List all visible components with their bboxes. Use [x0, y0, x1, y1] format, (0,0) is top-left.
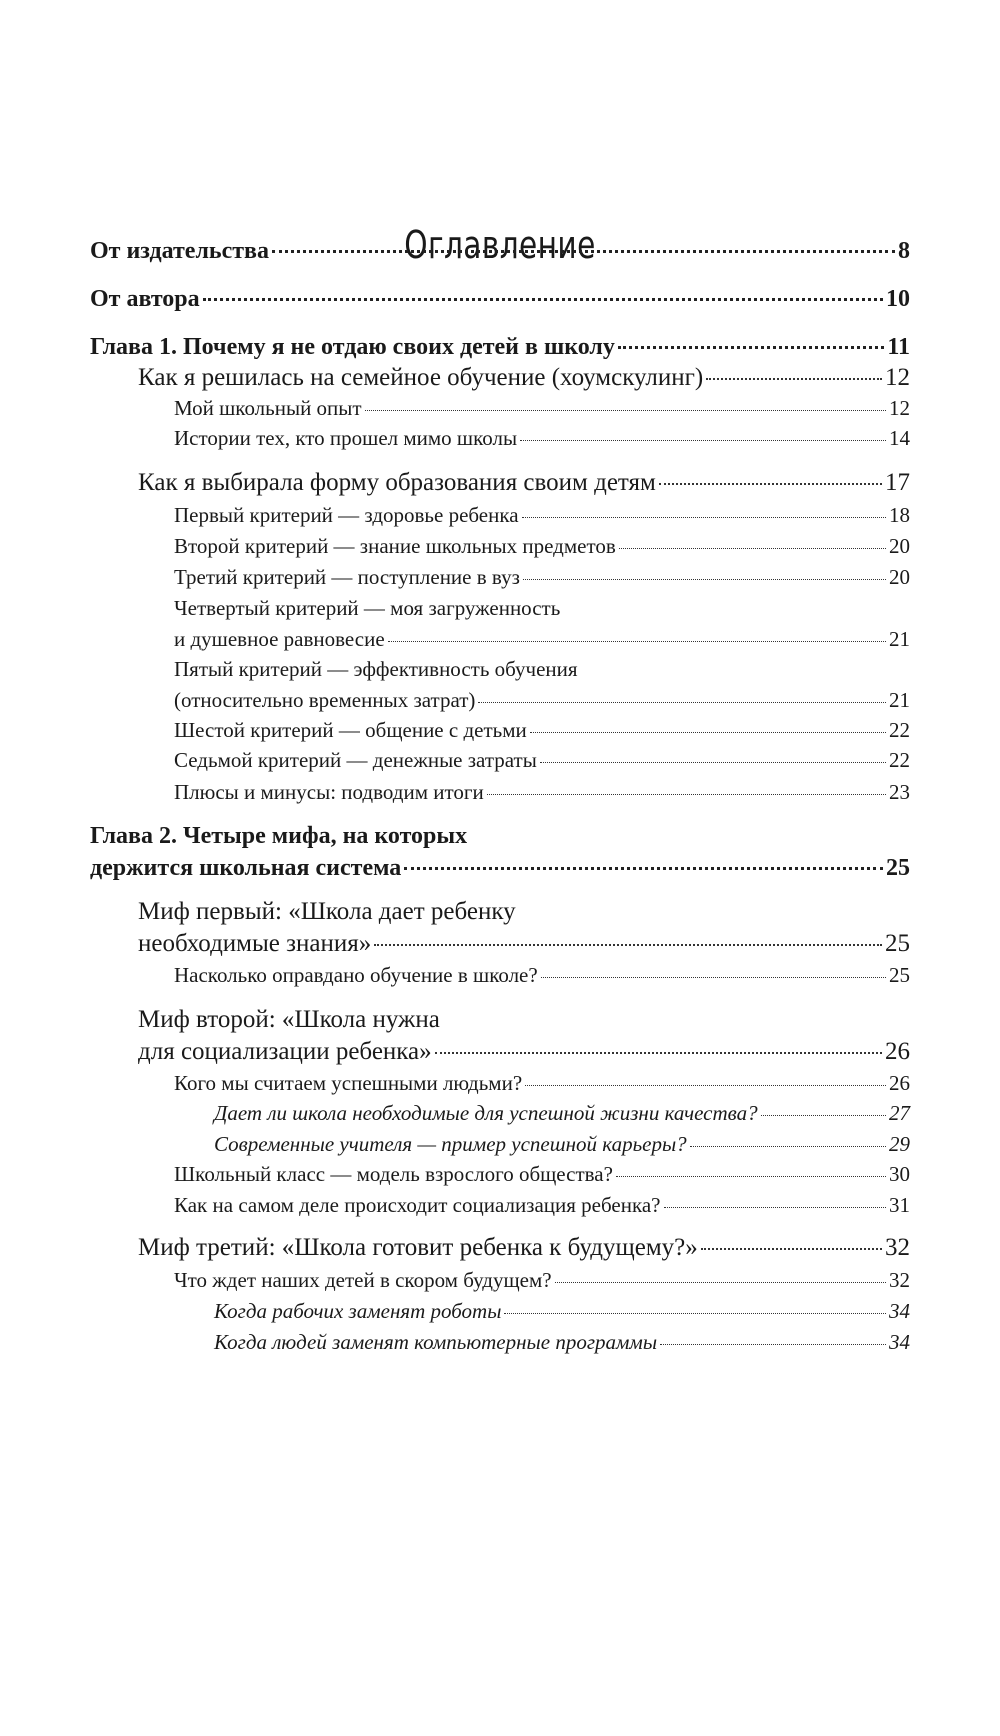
toc-entry-title: Как я решилась на семейное обучение (хоумскулинг): [138, 364, 704, 391]
toc-entry-title: Что ждет наших детей в скором будущем?: [174, 1268, 552, 1292]
leader-dots: [435, 1052, 882, 1054]
leader-dots: [525, 1085, 886, 1086]
toc-entry-title-line1: Глава 2. Четыре мифа, на которых: [90, 823, 468, 849]
toc-entry-title: необходимые знания»: [138, 930, 372, 957]
toc-entry[interactable]: [174, 1193, 910, 1218]
toc-entry[interactable]: [174, 534, 910, 559]
leader-dots: [504, 1313, 886, 1314]
leader-dots: [618, 346, 884, 349]
leader-dots: [664, 1207, 887, 1208]
toc-entry-title: Дает ли школа необходимые для успешной жизни качества?: [214, 1101, 758, 1125]
toc-entry-title: Плюсы и минусы: подводим итоги: [174, 780, 484, 804]
toc-entry[interactable]: [174, 718, 910, 743]
toc-title: Оглавление: [404, 223, 596, 268]
toc-entry[interactable]: [90, 286, 910, 313]
toc-entry-page: 34: [889, 1299, 910, 1323]
toc-entry[interactable]: [214, 1330, 910, 1355]
toc-entry-title: для социализации ребенка»: [138, 1038, 432, 1065]
toc-entry-title: От издательства: [90, 238, 270, 264]
toc-entry-title: От автора: [90, 286, 200, 312]
toc-entry[interactable]: [174, 748, 910, 773]
toc-entry-page: 31: [889, 1193, 910, 1217]
leader-dots: [690, 1146, 886, 1147]
toc-entry-title: Как я выбирала форму образования своим детям: [138, 469, 656, 496]
toc-entry-page: 14: [889, 426, 910, 450]
leader-dots: [619, 548, 886, 549]
toc-entry-page: 29: [889, 1132, 910, 1156]
toc-entry[interactable]: [138, 1006, 910, 1066]
toc-entry-title: (относительно временных затрат): [174, 688, 476, 712]
toc-entry[interactable]: [174, 963, 910, 988]
toc-entry[interactable]: [138, 469, 910, 497]
toc-entry-page: 18: [889, 503, 910, 527]
toc-entry[interactable]: [138, 898, 910, 958]
toc-entry-page: 25: [885, 930, 910, 957]
toc-entry-page: 32: [885, 1234, 910, 1261]
toc-entry-page: 12: [889, 396, 910, 420]
toc-entry[interactable]: [174, 1268, 910, 1293]
toc-entry-title: держится школьная система: [90, 855, 402, 881]
toc-entry-page: 22: [889, 748, 910, 772]
toc-entry-title: Глава 1. Почему я не отдаю своих детей в школу: [90, 334, 615, 360]
toc-entry[interactable]: [174, 426, 910, 451]
toc-entry-page: 20: [889, 565, 910, 589]
toc-entry[interactable]: [174, 565, 910, 590]
toc-entry[interactable]: [214, 1132, 910, 1157]
toc-entry-title: Третий критерий — поступление в вуз: [174, 565, 520, 589]
toc-entry-title: Миф третий: «Школа готовит ребенка к будущему?»: [138, 1234, 698, 1261]
toc-entry-title: Истории тех, кто прошел мимо школы: [174, 426, 518, 450]
leader-dots: [530, 732, 886, 733]
toc-entry-title: Второй критерий — знание школьных предметов: [174, 534, 616, 558]
toc-entry-page: 21: [889, 688, 910, 712]
leader-dots: [523, 579, 886, 580]
leader-dots: [541, 977, 886, 978]
toc-entry-page: 20: [889, 534, 910, 558]
toc-entry-page: 27: [889, 1101, 910, 1125]
toc-entry-title-line1: Четвертый критерий — моя загруженность: [174, 596, 561, 620]
toc-entry-title: Современные учителя — пример успешной карьеры?: [214, 1132, 687, 1156]
leader-dots: [522, 517, 886, 518]
toc-entry[interactable]: [174, 503, 910, 528]
leader-dots: [659, 483, 882, 485]
leader-dots: [761, 1115, 886, 1116]
toc-entry[interactable]: [138, 364, 910, 392]
toc-entry-page: 22: [889, 718, 910, 742]
toc-entry-page: 34: [889, 1330, 910, 1354]
toc-entry-page: 25: [886, 855, 910, 881]
toc-entry-title-line1: Пятый критерий — эффективность обучения: [174, 657, 578, 681]
toc-entry-page: 23: [889, 780, 910, 804]
leader-dots: [487, 794, 886, 795]
toc-entry-title: Когда рабочих заменят роботы: [214, 1299, 502, 1323]
toc-entry-page: 10: [886, 286, 910, 312]
leader-dots: [660, 1344, 886, 1345]
toc-entry[interactable]: [214, 1299, 910, 1324]
toc-entry-title: Как на самом деле происходит социализация ребенка?: [174, 1193, 661, 1217]
toc-entry-page: 32: [889, 1268, 910, 1292]
toc-entry-page: 26: [885, 1038, 910, 1065]
toc-entry[interactable]: [138, 1234, 910, 1262]
toc-entry[interactable]: [90, 334, 910, 361]
leader-dots: [388, 641, 886, 642]
leader-dots: [540, 762, 886, 763]
leader-dots: [272, 250, 895, 253]
toc-entry-page: 12: [885, 364, 910, 391]
toc-entry-title: Шестой критерий — общение с детьми: [174, 718, 527, 742]
toc-entry-title: Первый критерий — здоровье ребенка: [174, 503, 519, 527]
toc-entry[interactable]: [90, 823, 910, 882]
toc-entry-page: 26: [889, 1071, 910, 1095]
toc-entry[interactable]: [174, 780, 910, 805]
leader-dots: [478, 702, 886, 703]
toc-entry-title: и душевное равновесие: [174, 627, 385, 651]
toc-entry-title: Мой школьный опыт: [174, 396, 362, 420]
toc-entry-title-line1: Миф первый: «Школа дает ребенку: [138, 898, 516, 925]
toc-entry[interactable]: [174, 657, 910, 713]
toc-entry-page: 25: [889, 963, 910, 987]
toc-entry[interactable]: [174, 1071, 910, 1096]
leader-dots: [701, 1248, 882, 1250]
toc-entry-title: Насколько оправдано обучение в школе?: [174, 963, 538, 987]
leader-dots: [374, 944, 882, 946]
toc-entry[interactable]: [174, 1162, 910, 1187]
toc-entry-page: 21: [889, 627, 910, 651]
toc-entry-page: 30: [889, 1162, 910, 1186]
toc-entry[interactable]: [174, 596, 910, 652]
toc-entry-title: Когда людей заменят компьютерные программы: [214, 1330, 658, 1354]
leader-dots: [616, 1176, 886, 1177]
toc-entry-title: Седьмой критерий — денежные затраты: [174, 748, 537, 772]
leader-dots: [520, 440, 886, 441]
toc-entry-page: 11: [887, 334, 910, 360]
leader-dots: [555, 1282, 886, 1283]
leader-dots: [365, 410, 886, 411]
toc-entry-title-line1: Миф второй: «Школа нужна: [138, 1006, 440, 1033]
toc-entry-page: 8: [898, 238, 910, 264]
toc-entry-title: Школьный класс — модель взрослого общества?: [174, 1162, 613, 1186]
toc-entry-page: 17: [885, 469, 910, 496]
toc-entry[interactable]: [90, 238, 910, 265]
leader-dots: [404, 867, 883, 870]
leader-dots: [706, 378, 882, 380]
toc-entry[interactable]: [214, 1101, 910, 1126]
leader-dots: [203, 298, 883, 301]
toc-entry-title: Кого мы считаем успешными людьми?: [174, 1071, 523, 1095]
toc-entry[interactable]: [174, 396, 910, 421]
